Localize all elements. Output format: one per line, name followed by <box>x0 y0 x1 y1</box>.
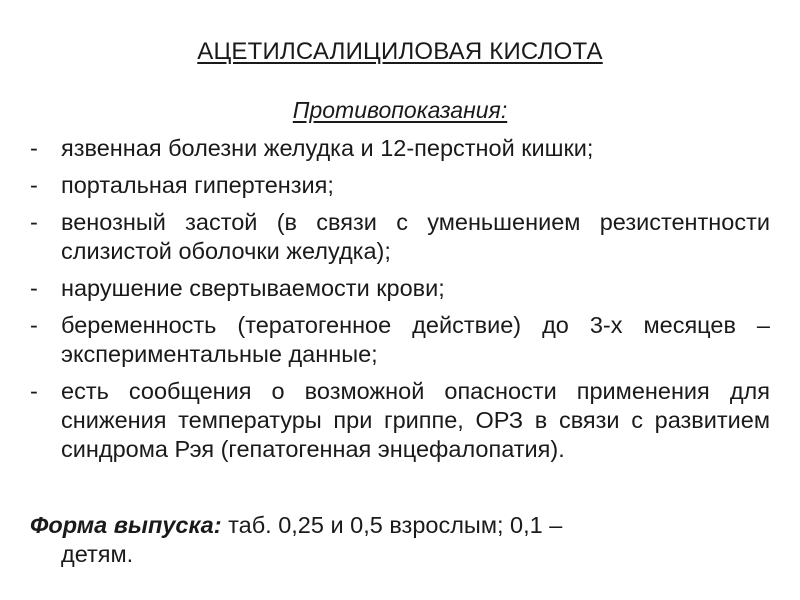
list-item <box>30 208 770 266</box>
slide-title: АЦЕТИЛСАЛИЦИЛОВАЯ КИСЛОТА <box>197 38 603 65</box>
list-item-text: портальная гипертензия; <box>61 172 334 198</box>
release-form-label: Форма выпуска: <box>30 512 222 538</box>
list-dash: - <box>30 172 38 198</box>
list-item <box>30 274 770 303</box>
list-item <box>30 377 770 464</box>
list-dash: - <box>30 312 38 338</box>
list-item <box>30 134 770 163</box>
release-form-continuation: детям. <box>61 541 134 567</box>
release-form <box>30 511 770 569</box>
list-item <box>30 171 770 200</box>
list-item-text: язвенная болезни желудка и 12-перстной кишки; <box>61 135 594 161</box>
list-dash: - <box>30 378 38 404</box>
section-subtitle: Противопоказания: <box>292 97 508 123</box>
list-dash: - <box>30 135 38 161</box>
release-form-text: таб. 0,25 и 0,5 взрослым; 0,1 – <box>228 512 563 538</box>
contraindications-list <box>30 134 770 472</box>
list-item-text: есть сообщения о возможной опасности применения для снижения температуры при гриппе, ОРЗ в связи с развитием синдрома Рэя (гепатогенная энцефалопатия). <box>61 378 770 462</box>
list-item-text: нарушение свертываемости крови; <box>61 275 445 301</box>
list-item-text: венозный застой (в связи с уменьшением резистентности слизистой оболочки желудка); <box>61 209 770 264</box>
list-dash: - <box>30 275 38 301</box>
list-dash: - <box>30 209 38 235</box>
list-item-text: беременность (тератогенное действие) до 3-х месяцев – экспериментальные данные; <box>61 312 770 367</box>
list-item <box>30 311 770 369</box>
